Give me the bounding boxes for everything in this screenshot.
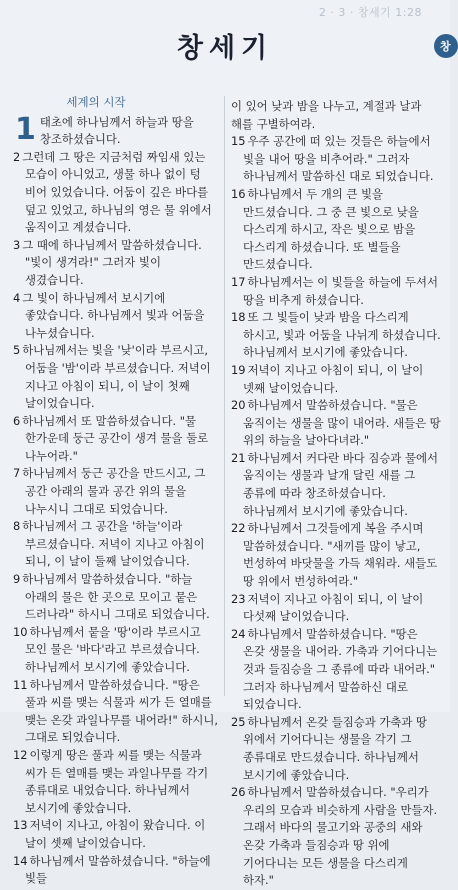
book-title: 창세기 — [176, 33, 274, 64]
verse-number: 6 — [13, 413, 21, 428]
verse — [13, 853, 219, 888]
verse — [13, 817, 219, 852]
verse-text: 하나님께서 커다란 바다 짐승과 물에서 움직이는 생물과 날개 달린 새를 그 종류에 따라 창조하셨습니다. 하나님께서 보시기에 좋았습니다. — [243, 450, 439, 518]
verse — [13, 624, 219, 677]
verse-text: 우주 공간에 떠 있는 것들은 하늘에서 빛을 내어 땅을 비추어라." 그러자 하나님께서 말씀하신 대로 되었습니다. — [243, 134, 434, 184]
verse-number: 25 — [231, 714, 246, 729]
verse — [231, 714, 441, 784]
verse-text: 하나님께서 뭍을 '땅'이라 부르시고 모인 물은 '바다'라고 부르셨습니다. 하나님께서 보시기에 좋았습니다. — [25, 624, 201, 674]
right-verse-list — [231, 98, 441, 890]
verse — [231, 98, 441, 133]
verse-text: 그런데 그 땅은 지금처럼 짜임새 있는 모습이 아니었고, 생물 하나 없이 텅 비어 있었습니다. 어둠이 깊은 바다를 덮고 있었고, 하나님의 영은 물 위에서 움직이고 계셨습니다. — [22, 149, 212, 235]
verse-text: 하나님께서 말씀하셨습니다. "우리가 우리의 모습과 비슷하게 사람을 만들자. 그래서 바다의 물고기와 공중의 새와 온갖 가축과 들짐승과 땅 위에 기어다니는 모든 생물을 다스리게 하자." — [243, 785, 438, 888]
column-divider — [224, 96, 225, 696]
verse-text: 저녁이 지나고 아침이 되니, 이 날이 다섯째 날이었습니다. — [243, 591, 424, 624]
verse-number: 16 — [231, 186, 246, 201]
verse-number: 13 — [13, 818, 28, 833]
verse-text: 이렇게 땅은 풀과 씨를 맺는 식물과 씨가 든 열매를 맺는 과일나무를 각기 종류대로 내었습니다. 하나님께서 보시기에 좋았습니다. — [25, 747, 209, 815]
verse-text: 이 있어 낮과 밤을 나누고, 계절과 날과 해를 구별하여라. — [231, 99, 422, 131]
verse-text: 하나님께서 말씀하셨습니다. "하늘에 빛들 — [25, 853, 211, 886]
right-column — [231, 98, 441, 890]
verse-text: 저녁이 지나고, 아침이 왔습니다. 이 날이 셋째 날이었습니다. — [25, 818, 206, 850]
verse-number: 14 — [13, 853, 28, 868]
verse-number: 19 — [231, 362, 246, 377]
verse-number: 20 — [231, 398, 246, 413]
verse — [13, 518, 219, 571]
verse-number: 10 — [13, 624, 28, 639]
verse-text: 하나님께서 말씀하셨습니다. "땅은 풀과 씨를 맺는 식물과 씨가 든 열매를 맺는 온갖 과일나무를 내어라!" 하시니, 그대로 되었습니다. — [25, 677, 218, 745]
verse-text: 또 그 빛들이 낮과 밤을 다스리게 하시고, 빛과 어둠을 나뉘게 하셨습니다. 하나님께서 보시기에 좋았습니다. — [243, 310, 441, 360]
verse-text: 하나님께서 또 말씀하셨습니다. "물 한가운데 둥근 공간이 생겨 물을 둘로 나누어라." — [22, 413, 209, 463]
verse — [231, 309, 441, 362]
verse-number: 3 — [13, 237, 21, 252]
verse-number: 15 — [231, 134, 246, 149]
verse-number: 12 — [13, 747, 28, 762]
verse-number: 17 — [231, 274, 246, 289]
verse-text: 하나님께서 말씀하셨습니다. "땅은 온갖 생물을 내어라. 가축과 기어다니는 것과 들짐승을 그 종류에 따라 내어라." 그러자 하나님께서 말씀하신 대로 되었습니다. — [243, 626, 438, 712]
verse — [231, 186, 441, 274]
verse — [231, 274, 441, 309]
verse-number: 22 — [231, 521, 246, 536]
verse-text: 하나님께서 둥근 공간을 만드시고, 그 공간 아래의 물과 공간 위의 물을 나누시니 그대로 되었습니다. — [22, 466, 206, 516]
verse — [231, 784, 441, 890]
verse — [13, 149, 219, 237]
verse — [231, 397, 441, 450]
verse-number: 11 — [13, 677, 28, 692]
left-verse-list — [13, 111, 219, 888]
verse — [231, 626, 441, 714]
verse — [231, 362, 441, 397]
verse-text: 하나님께서 말씀하셨습니다. "물은 움직이는 생물을 많이 내어라. 새들은 땅 위의 하늘을 날아다녀라." — [243, 398, 441, 448]
verse-number: 2 — [13, 149, 21, 164]
verse — [231, 450, 441, 520]
chapter-number: 1 — [15, 111, 36, 147]
verse-text: 하나님께서 그 공간을 '하늘'이라 부르셨습니다. 저녁이 지나고 아침이 되니, 이 날이 둘째 날이었습니다. — [22, 519, 205, 569]
verse — [231, 520, 441, 590]
verse-text: 하나님께서 두 개의 큰 빛을 만드셨습니다. 그 중 큰 빛으로 낮을 다스리게 하시고, 작은 빛으로 밤을 다스리게 하셨습니다. 또 별들을 만드셨습니다. — [243, 186, 419, 272]
left-column — [13, 94, 219, 888]
verse-text: 하나님께서는 빛을 '낮'이라 부르시고, 어둠을 '밤'이라 부르셨습니다. 저녁이 지나고 아침이 되니, 이 날이 첫째 날이었습니다. — [22, 343, 211, 411]
verse — [13, 237, 219, 290]
verse-number: 4 — [13, 290, 21, 305]
verse-number: 23 — [231, 591, 246, 606]
section-heading: 세계의 시작 — [66, 95, 126, 109]
verse-number: 26 — [231, 785, 246, 800]
verse-number: 18 — [231, 310, 246, 325]
verse — [231, 591, 441, 626]
verse-number: 9 — [13, 572, 21, 587]
verse — [13, 111, 219, 149]
verse-number: 5 — [13, 343, 21, 358]
verse — [13, 413, 219, 466]
verse-text: 그 빛이 하나님께서 보시기에 좋았습니다. 하나님께서 빛과 어둠을 나누셨습니다. — [22, 290, 205, 340]
verse-text: 태초에 하나님께서 하늘과 땅을 창조하셨습니다. — [39, 114, 194, 147]
verse-text: 하나님께서 그것들에게 복을 주시며 말씀하셨습니다. "새끼를 많이 낳고, 번성하여 바닷물을 가득 채워라. 새들도 땅 위에서 번성하여라." — [243, 521, 438, 589]
verse-text: 하나님께서 온갖 들짐승과 가축과 땅 위에서 기어다니는 생물을 각기 그 종류대로 만드셨습니다. 하나님께서 보시기에 좋았습니다. — [243, 714, 428, 782]
verse — [13, 465, 219, 518]
verse-text: 하나님께서는 이 빛들을 하늘에 두셔서 땅을 비추게 하셨습니다. — [243, 274, 439, 307]
verse — [13, 290, 219, 343]
verse — [13, 677, 219, 747]
verse-number: 7 — [13, 466, 21, 481]
book-thumb-tab[interactable]: 창 — [434, 34, 458, 58]
verse-number: 8 — [13, 519, 21, 534]
running-head: 2 · 3 · 창세기 1:28 — [318, 6, 422, 19]
verse — [231, 133, 441, 186]
verse — [13, 747, 219, 817]
verse — [13, 342, 219, 412]
verse — [13, 571, 219, 624]
verse-text: 그 때에 하나님께서 말씀하셨습니다. "빛이 생겨라!" 그러자 빛이 생겼습니다. — [22, 237, 202, 287]
verse-number: 24 — [231, 626, 246, 641]
verse-number: 21 — [231, 450, 246, 465]
verse-text: 저녁이 지나고 아침이 되니, 이 날이 넷째 날이었습니다. — [243, 362, 424, 395]
verse-text: 하나님께서 말씀하셨습니다. "하늘 아래의 물은 한 곳으로 모이고 뭍은 드러나라" 하시니 그대로 되었습니다. — [22, 572, 210, 622]
